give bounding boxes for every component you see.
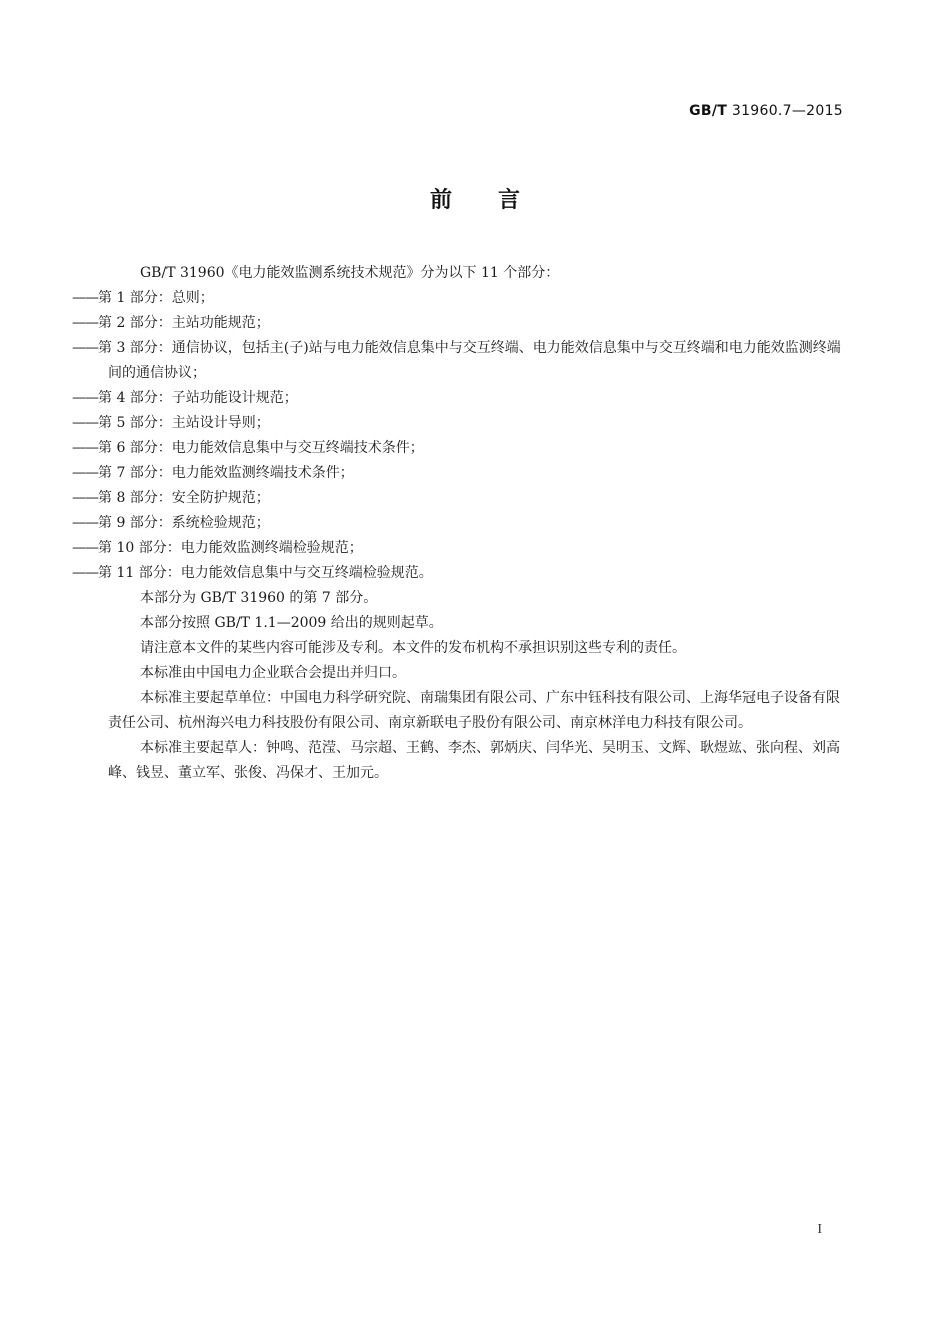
part-list-item xyxy=(72,386,843,411)
drafting-organizations-paragraph: 本标准主要起草单位：中国电力科学研究院、南瑞集团有限公司、广东中钰科技有限公司、上海华冠电子设备有限责任公司、杭州海兴电力科技股份有限公司、南京新联电子股份有限公司、南京林洋电力科技有限公司。 xyxy=(108,690,840,731)
part-text: 第 10 部分：电力能效监测终端检验规范； xyxy=(98,540,363,556)
list-dash: —— xyxy=(72,415,98,431)
proposer-paragraph: 本标准由中国电力企业联合会提出并归口。 xyxy=(140,665,406,681)
list-dash: —— xyxy=(72,465,98,481)
part-text: 第 3 部分：通信协议，包括主(子)站与电力能效信息集中与交互终端、电力能效信息集中与交互终端和电力能效监测终端间的通信协议； xyxy=(98,340,841,381)
part-text: 第 9 部分：系统检验规范； xyxy=(98,515,270,531)
list-dash: —— xyxy=(72,565,98,581)
part-text: 第 6 部分：电力能效信息集中与交互终端技术条件； xyxy=(98,440,424,456)
page-number: I xyxy=(817,1222,822,1237)
part-list-item xyxy=(72,511,843,536)
list-dash: —— xyxy=(72,390,98,406)
patent-notice-paragraph: 请注意本文件的某些内容可能涉及专利。本文件的发布机构不承担识别这些专利的责任。 xyxy=(140,640,686,656)
drafters-paragraph: 本标准主要起草人：钟鸣、范滢、马宗超、王鹤、李杰、郭炳庆、闫华光、吴明玉、文辉、耿煜竑、张向程、刘高峰、钱昱、董立军、张俊、冯保才、王加元。 xyxy=(108,740,840,781)
part-text: 第 8 部分：安全防护规范； xyxy=(98,490,270,506)
drafting-rules-paragraph: 本部分按照 GB/T 1.1—2009 给出的规则起草。 xyxy=(140,615,443,631)
list-dash: —— xyxy=(72,540,98,556)
list-dash: —— xyxy=(72,290,98,306)
foreword-body xyxy=(72,261,843,786)
list-dash: —— xyxy=(72,340,98,356)
intro-paragraph: GB/T 31960《电力能效监测系统技术规范》分为以下 11 个部分： xyxy=(140,265,560,281)
part-list-item xyxy=(72,561,843,586)
part-text: 第 4 部分：子站功能设计规范； xyxy=(98,390,298,406)
standard-number: 31960.7—2015 xyxy=(731,103,843,119)
part-list-item xyxy=(72,286,843,311)
part-text: 第 5 部分：主站设计导则； xyxy=(98,415,270,431)
part-list-item xyxy=(72,486,843,511)
list-dash: —— xyxy=(72,440,98,456)
list-dash: —— xyxy=(72,515,98,531)
part-list-item xyxy=(72,311,843,336)
part-list-item xyxy=(72,436,843,461)
part-text: 第 1 部分：总则； xyxy=(98,290,214,306)
part-list-item xyxy=(72,536,843,561)
list-dash: —— xyxy=(72,315,98,331)
part-text: 第 11 部分：电力能效信息集中与交互终端检验规范。 xyxy=(98,565,433,581)
page-title: 前言 xyxy=(429,188,566,213)
part-text: 第 2 部分：主站功能规范； xyxy=(98,315,270,331)
part-designation-paragraph: 本部分为 GB/T 31960 的第 7 部分。 xyxy=(140,590,378,606)
part-list-item xyxy=(72,411,843,436)
part-list-item xyxy=(72,461,843,486)
part-text: 第 7 部分：电力能效监测终端技术条件； xyxy=(98,465,354,481)
standard-number-header xyxy=(689,103,843,119)
list-dash: —— xyxy=(72,490,98,506)
part-list-item xyxy=(72,336,843,386)
standard-prefix: GB/T xyxy=(689,103,728,119)
